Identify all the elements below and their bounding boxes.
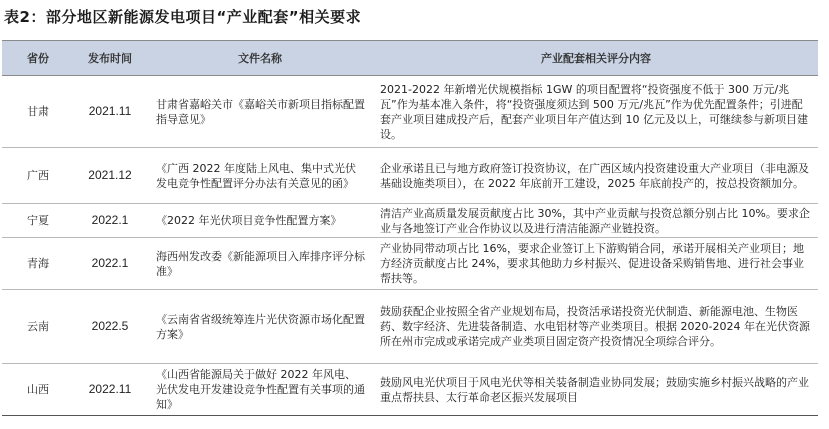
table-row <box>2 148 818 204</box>
content-cell: 2021-2022 年新增光伏规模指标 1GW 的项目配置将“投资强度不低于 300 万元/兆瓦”作为基本准入条件，将“投资强度须达到 500 万元/兆瓦”作为优先配置条件；引进配套产业项目建成投产后，配套产业项目年产值达到 10 亿元及以上，可继续参与新项目建设。 <box>374 76 818 148</box>
file-name-cell: 《山西省能源局关于做好 2022 年风电、光伏发电开发建设竞争性配置有关事项的通知》 <box>146 364 374 416</box>
industry-requirements-table <box>2 40 818 416</box>
date-cell: 2021.12 <box>74 148 146 204</box>
table-title: 表2：部分地区新能源发电项目“产业配套”相关要求 <box>4 8 362 26</box>
province-cell: 甘肃 <box>2 76 74 148</box>
province-cell: 青海 <box>2 238 74 290</box>
province-cell: 广西 <box>2 148 74 204</box>
file-name-cell: 《2022 年光伏项目竞争性配置方案》 <box>146 204 374 238</box>
header-province: 省份 <box>2 41 74 76</box>
header-date: 发布时间 <box>74 41 146 76</box>
table-row <box>2 290 818 364</box>
file-name-cell: 《云南省省级统筹连片光伏资源市场化配置方案》 <box>146 290 374 364</box>
date-cell: 2021.11 <box>74 76 146 148</box>
table-row <box>2 76 818 148</box>
header-file-name: 文件名称 <box>146 41 374 76</box>
content-cell: 清洁产业高质量发展贡献度占比 30%，其中产业贡献与投资总额分别占比 10%。要求企业与各地签订产业合作协议以及进行清洁能源产业链投资。 <box>374 204 818 238</box>
province-cell: 云南 <box>2 290 74 364</box>
date-cell: 2022.1 <box>74 238 146 290</box>
table-row <box>2 238 818 290</box>
content-cell: 产业协同带动项占比 16%，要求企业签订上下游购销合同，承诺开展相关产业项目；地方经济贡献度占比 24%，要求其他助力乡村振兴、促进设备采购销售地、进行社会事业帮扶等。 <box>374 238 818 290</box>
table-row <box>2 364 818 416</box>
file-name-cell: 《广西 2022 年度陆上风电、集中式光伏发电竞争性配置评分办法有关意见的函》 <box>146 148 374 204</box>
content-cell: 企业承诺且已与地方政府签订投资协议，在广西区域内投资建设重大产业项目（非电源及基础设施类项目），在 2022 年底前开工建设，2025 年底前投产的，按总投资额加分。 <box>374 148 818 204</box>
date-cell: 2022.1 <box>74 204 146 238</box>
file-name-cell: 甘肃省嘉峪关市《嘉峪关市新项目指标配置指导意见》 <box>146 76 374 148</box>
province-cell: 宁夏 <box>2 204 74 238</box>
table-header-row <box>2 41 818 76</box>
date-cell: 2022.5 <box>74 290 146 364</box>
header-content: 产业配套相关评分内容 <box>374 41 818 76</box>
province-cell: 山西 <box>2 364 74 416</box>
content-cell: 鼓励风电光伏项目于风电光伏等相关装备制造业协同发展；鼓励实施乡村振兴战略的产业重点帮扶县、太行革命老区振兴发展项目 <box>374 364 818 416</box>
content-cell: 鼓励获配企业按照全省产业规划布局，投资活承诺投资光伏制造、新能源电池、生物医药、数字经济、先进装备制造、水电铝材等产业类项目。根据 2020-2024 年在光伏资源所在州市完成或承诺完成产业类项目固定资产投资情况全项综合评分。 <box>374 290 818 364</box>
table-row <box>2 204 818 238</box>
file-name-cell: 海西州发改委《新能源项目入库排序评分标准》 <box>146 238 374 290</box>
date-cell: 2022.11 <box>74 364 146 416</box>
